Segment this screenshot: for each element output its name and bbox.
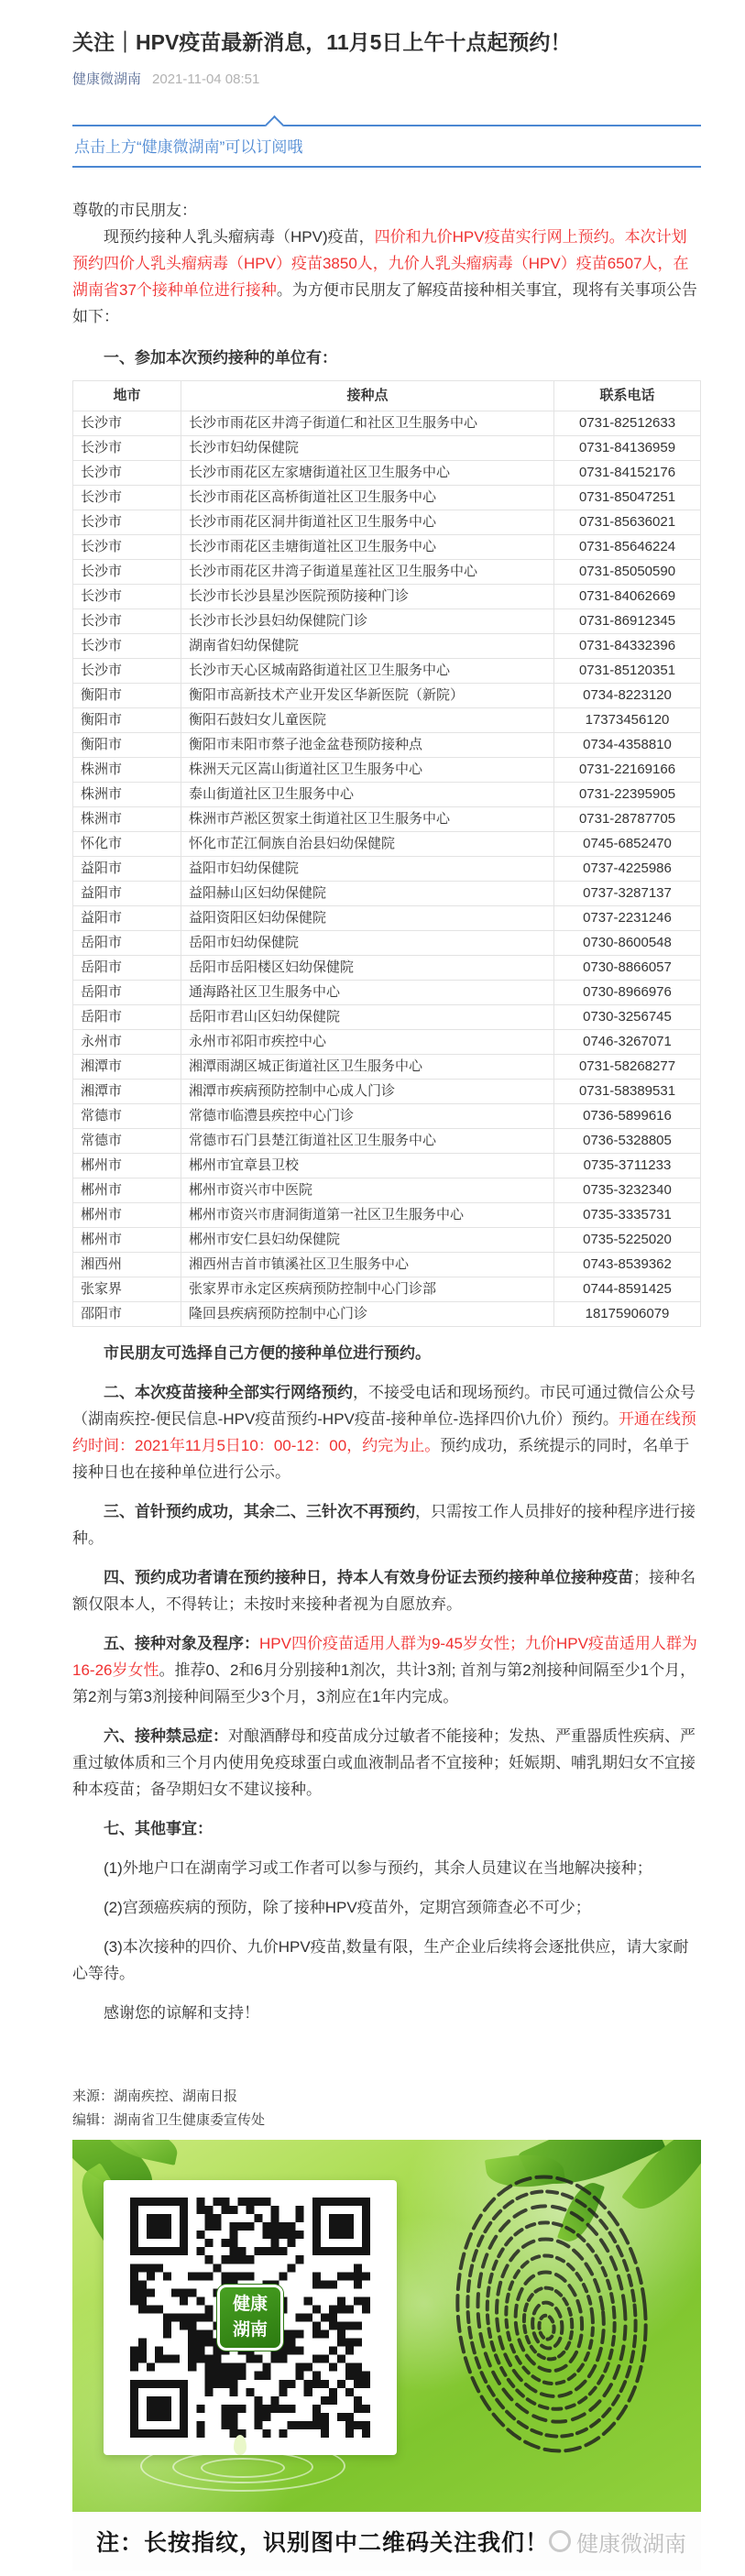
city-cell: 长沙市 (73, 486, 181, 510)
phone-cell: 0734-8223120 (554, 684, 701, 708)
subscribe-hint-text: 点击上方“健康微湖南”可以订阅哦 (74, 138, 303, 156)
site-cell: 岳阳市岳阳楼区妇幼保健院 (181, 956, 554, 981)
site-cell: 株洲市芦淞区贺家土街道社区卫生服务中心 (181, 807, 554, 832)
phone-cell: 0731-84136959 (554, 436, 701, 461)
table-row (73, 882, 701, 906)
site-cell: 益阳资阳区妇幼保健院 (181, 906, 554, 931)
qr-code[interactable] (104, 2180, 397, 2455)
site-cell: 郴州市宜章县卫校 (181, 1154, 554, 1178)
text-segment: 五、接种对象及程序： (104, 1635, 259, 1652)
site-cell: 长沙市天心区城南路街道社区卫生服务中心 (181, 659, 554, 684)
phone-cell: 17373456120 (554, 708, 701, 733)
phone-cell: 0731-82512633 (554, 411, 701, 436)
site-cell: 永州市祁阳市疾控中心 (181, 1030, 554, 1055)
item-3 (72, 1934, 701, 1987)
phone-cell: 0735-3232340 (554, 1178, 701, 1203)
text-segment: HPV四价疫苗适用人群为9-45岁女性；九价HPV疫苗适用人群为16-26岁女性 (72, 1635, 697, 1679)
site-cell: 长沙市长沙县星沙医院预防接种门诊 (181, 585, 554, 609)
section-5 (72, 1630, 701, 1710)
site-cell: 湘西州吉首市镇溪社区卫生服务中心 (181, 1253, 554, 1277)
table-row (73, 1080, 701, 1104)
text-segment: 预约成功，系统提示的同时，名单于接种日也在接种单位进行公示。 (72, 1437, 690, 1481)
image-caption: 注：长按指纹，识别图中二维码关注我们！ (96, 2530, 550, 2556)
phone-cell: 0731-58389531 (554, 1080, 701, 1104)
phone-cell: 0730-8866057 (554, 956, 701, 981)
phone-cell: 0731-85047251 (554, 486, 701, 510)
phone-cell: 0731-84332396 (554, 634, 701, 659)
item-1 (72, 1855, 701, 1881)
phone-cell: 0731-28787705 (554, 807, 701, 832)
city-cell: 张家界 (73, 1277, 181, 1302)
city-cell: 郴州市 (73, 1228, 181, 1253)
site-cell: 湖南省妇幼保健院 (181, 634, 554, 659)
site-cell: 泰山街道社区卫生服务中心 (181, 783, 554, 807)
table-row (73, 510, 701, 535)
account-name-link[interactable]: 健康微湖南 (72, 71, 142, 87)
phone-cell: 0737-3287137 (554, 882, 701, 906)
city-cell: 郴州市 (73, 1203, 181, 1228)
city-cell: 郴州市 (73, 1154, 181, 1178)
phone-cell: 0735-3335731 (554, 1203, 701, 1228)
phone-cell: 0731-85636021 (554, 510, 701, 535)
phone-cell: 0731-84152176 (554, 461, 701, 486)
phone-cell: 0737-4225986 (554, 857, 701, 882)
table-row (73, 857, 701, 882)
section-7-heading (72, 1815, 701, 1842)
city-cell: 株洲市 (73, 807, 181, 832)
site-cell: 衡阳市耒阳市蔡子池金盆巷预防接种点 (181, 733, 554, 758)
table-row (73, 1005, 701, 1030)
text-segment: ，不接受电话和现场预约。市民可通过微信公众号（湖南疾控-便民信息-HPV疫苗预约-HPV疫苗-接种单位-选择四价\九价）预约。 (72, 1384, 696, 1428)
table-row (73, 783, 701, 807)
text-segment: 三、首针预约成功，其余二、三针次不再预约 (104, 1503, 415, 1520)
site-cell: 郴州市安仁县妇幼保健院 (181, 1228, 554, 1253)
article-title: 关注｜HPV疫苗最新消息，11月5日上午十点起预约！ (72, 30, 572, 54)
phone-cell: 0730-3256745 (554, 1005, 701, 1030)
phone-cell: 0745-6852470 (554, 832, 701, 857)
table-row (73, 1203, 701, 1228)
phone-cell: 0731-85646224 (554, 535, 701, 560)
table-row (73, 1104, 701, 1129)
header-site: 接种点 (181, 381, 554, 411)
city-cell: 株洲市 (73, 758, 181, 783)
text-segment: 对酿酒酵母和疫苗成分过敏者不能接种；发热、严重器质性疾病、严重过敏体质和三个月内使用免疫球蛋白或血液制品者不宜接种；妊娠期、哺乳期妇女不宜接种本疫苗；备孕期妇女不建议接种。 (72, 1727, 696, 1798)
table-row (73, 659, 701, 684)
table-row (73, 981, 701, 1005)
table-row (73, 1129, 701, 1154)
table-row (73, 1178, 701, 1203)
text-segment: 感谢您的谅解和支持！ (104, 2004, 259, 2022)
city-cell: 长沙市 (73, 585, 181, 609)
city-cell: 长沙市 (73, 510, 181, 535)
city-cell: 长沙市 (73, 659, 181, 684)
text-segment: 六、接种禁忌症： (104, 1727, 228, 1745)
site-cell: 岳阳市君山区妇幼保健院 (181, 1005, 554, 1030)
phone-cell: 0731-22395905 (554, 783, 701, 807)
city-cell: 长沙市 (73, 461, 181, 486)
table-row (73, 1302, 701, 1327)
phone-cell: 0731-85120351 (554, 659, 701, 684)
site-cell: 长沙市雨花区圭塘街道社区卫生服务中心 (181, 535, 554, 560)
section-3 (72, 1498, 701, 1551)
city-cell: 衡阳市 (73, 708, 181, 733)
city-cell: 衡阳市 (73, 684, 181, 708)
site-cell: 湘潭市疾病预防控制中心成人门诊 (181, 1080, 554, 1104)
table-row (73, 585, 701, 609)
city-cell: 常德市 (73, 1104, 181, 1129)
site-cell: 郴州市资兴市中医院 (181, 1178, 554, 1203)
publish-date: 2021-11-04 08:51 (152, 71, 260, 87)
qr-promo-image (72, 2140, 701, 2571)
section-4 (72, 1564, 701, 1617)
city-cell: 株洲市 (73, 783, 181, 807)
table-row (73, 832, 701, 857)
site-cell: 株洲天元区嵩山街道社区卫生服务中心 (181, 758, 554, 783)
phone-cell: 0731-22169166 (554, 758, 701, 783)
city-cell: 岳阳市 (73, 956, 181, 981)
city-cell: 长沙市 (73, 609, 181, 634)
text-segment: 七、其他事宜： (104, 1820, 213, 1837)
table-row (73, 560, 701, 585)
table-row (73, 708, 701, 733)
table-row (73, 1253, 701, 1277)
table-row (73, 1228, 701, 1253)
header-city: 地市 (73, 381, 181, 411)
credits-block (72, 2085, 701, 2132)
table-row (73, 1154, 701, 1178)
phone-cell: 0736-5328805 (554, 1129, 701, 1154)
site-cell: 衡阳市高新技术产业开发区华新医院（新院） (181, 684, 554, 708)
text-segment: ，只需按工作人员排好的接种程序进行接种。 (72, 1503, 696, 1547)
note-line (72, 1340, 701, 1366)
site-cell: 郴州市资兴市唐洞街道第一社区卫生服务中心 (181, 1203, 554, 1228)
site-cell: 岳阳市妇幼保健院 (181, 931, 554, 956)
site-cell: 益阳赫山区妇幼保健院 (181, 882, 554, 906)
city-cell: 长沙市 (73, 634, 181, 659)
phone-cell: 0731-86912345 (554, 609, 701, 634)
source-line: 来源：湖南疾控、湖南日报 (72, 2088, 238, 2104)
vaccination-sites-table (72, 380, 701, 1327)
city-cell: 长沙市 (73, 535, 181, 560)
phone-cell: 0731-85050590 (554, 560, 701, 585)
qr-center-logo (217, 2285, 283, 2351)
phone-cell: 18175906079 (554, 1302, 701, 1327)
fingerprint-icon[interactable] (439, 2158, 664, 2470)
city-cell: 长沙市 (73, 411, 181, 436)
phone-cell: 0744-8591425 (554, 1277, 701, 1302)
editor-line: 编辑：湖南省卫生健康委宣传处 (72, 2112, 266, 2128)
site-cell: 常德市石门县楚江街道社区卫生服务中心 (181, 1129, 554, 1154)
site-cell: 长沙市雨花区洞井街道社区卫生服务中心 (181, 510, 554, 535)
table-row (73, 1277, 701, 1302)
city-cell: 岳阳市 (73, 931, 181, 956)
table-row (73, 684, 701, 708)
city-cell: 湘西州 (73, 1253, 181, 1277)
text-segment: 开通在线预约时间：2021年11月5日10：00-12：00，约完为止。 (72, 1410, 696, 1454)
text-segment: ；接种名额仅限本人，不得转让；未按时来接种者视为自愿放弃。 (72, 1569, 696, 1613)
watermark-text: 健康微湖南 (576, 2531, 687, 2557)
table-row (73, 807, 701, 832)
phone-cell: 0731-58268277 (554, 1055, 701, 1080)
site-cell: 长沙市雨花区左家塘街道社区卫生服务中心 (181, 461, 554, 486)
site-cell: 益阳市妇幼保健院 (181, 857, 554, 882)
table-row (73, 906, 701, 931)
thanks (72, 2000, 701, 2026)
table-row (73, 956, 701, 981)
phone-cell: 0735-3711233 (554, 1154, 701, 1178)
text-segment: 四、预约成功者请在预约接种日，持本人有效身份证去预约接种单位接种疫苗 (104, 1569, 633, 1586)
watermark-logo-icon (549, 2530, 571, 2552)
text-segment: 市民朋友可选择自己方便的接种单位进行预约。 (104, 1344, 431, 1362)
phone-cell: 0736-5899616 (554, 1104, 701, 1129)
caret-up-icon (265, 115, 284, 135)
site-cell: 长沙市妇幼保健院 (181, 436, 554, 461)
city-cell: 永州市 (73, 1030, 181, 1055)
text-segment: 四价和九价HPV疫苗实行网上预约。本次计划预约四价人乳头瘤病毒（HPV）疫苗3850人，九价人乳头瘤病毒（HPV）疫苗6507人，在湖南省37个接种单位进行接种 (72, 228, 689, 299)
water-ripple-decoration (85, 2422, 378, 2503)
section-2 (72, 1379, 701, 1485)
byline (72, 69, 701, 88)
section-6 (72, 1723, 701, 1803)
table-header-row (73, 381, 701, 411)
city-cell: 邵阳市 (73, 1302, 181, 1327)
city-cell: 益阳市 (73, 882, 181, 906)
site-cell: 怀化市芷江侗族自治县妇幼保健院 (181, 832, 554, 857)
phone-cell: 0730-8966976 (554, 981, 701, 1005)
subscribe-banner (72, 125, 701, 168)
table-row (73, 411, 701, 436)
site-cell: 通海路社区卫生服务中心 (181, 981, 554, 1005)
phone-cell: 0731-84062669 (554, 585, 701, 609)
city-cell: 岳阳市 (73, 1005, 181, 1030)
site-cell: 衡阳石鼓妇女儿童医院 (181, 708, 554, 733)
city-cell: 湘潭市 (73, 1055, 181, 1080)
table-row (73, 609, 701, 634)
city-cell: 岳阳市 (73, 981, 181, 1005)
qr-logo-text: 湖南 (232, 2320, 268, 2340)
text-segment: (3)本次接种的四价、九价HPV疫苗,数量有限，生产企业后续将会逐批供应，请大家耐心等待。 (72, 1938, 689, 1982)
intro-paragraph (72, 224, 701, 330)
site-cell: 长沙市长沙县妇幼保健院门诊 (181, 609, 554, 634)
table-row (73, 1055, 701, 1080)
city-cell: 湘潭市 (73, 1080, 181, 1104)
watermark (549, 2526, 686, 2558)
qr-pattern (130, 2198, 370, 2438)
city-cell: 益阳市 (73, 857, 181, 882)
vaccination-table-body (73, 411, 701, 1327)
table-row (73, 1030, 701, 1055)
item-2 (72, 1894, 701, 1921)
phone-cell: 0743-8539362 (554, 1253, 701, 1277)
text-segment: (2)宫颈癌疾病的预防，除了接种HPV疫苗外，定期宫颈筛查必不可少； (104, 1899, 591, 1916)
phone-cell: 0730-8600548 (554, 931, 701, 956)
text-segment: 。为方便市民朋友了解疫苗接种相关事宜，现将有关事项公告如下： (72, 281, 697, 325)
city-cell: 长沙市 (73, 436, 181, 461)
city-cell: 常德市 (73, 1129, 181, 1154)
table-row (73, 461, 701, 486)
image-caption-bar (72, 2512, 701, 2571)
city-cell: 怀化市 (73, 832, 181, 857)
site-cell: 长沙市雨花区井湾子街道星莲社区卫生服务中心 (181, 560, 554, 585)
site-cell: 张家界市永定区疾病预防控制中心门诊部 (181, 1277, 554, 1302)
table-row (73, 535, 701, 560)
phone-cell: 0746-3267071 (554, 1030, 701, 1055)
table-row (73, 486, 701, 510)
text-segment: 现预约接种人乳头瘤病毒（HPV)疫苗， (104, 228, 375, 246)
phone-cell: 0735-5225020 (554, 1228, 701, 1253)
table-row (73, 436, 701, 461)
site-cell: 常德市临澧县疾控中心门诊 (181, 1104, 554, 1129)
phone-cell: 0737-2231246 (554, 906, 701, 931)
text-segment: (1)外地户口在湖南学习或工作者可以参与预约，其余人员建议在当地解决接种； (104, 1859, 652, 1877)
site-cell: 长沙市雨花区井湾子街道仁和社区卫生服务中心 (181, 411, 554, 436)
site-cell: 隆回县疾病预防控制中心门诊 (181, 1302, 554, 1327)
city-cell: 长沙市 (73, 560, 181, 585)
greeting-line: 尊敬的市民朋友： (72, 202, 197, 219)
city-cell: 郴州市 (73, 1178, 181, 1203)
table-row (73, 758, 701, 783)
table-row (73, 733, 701, 758)
section-1-heading: 一、参加本次预约接种的单位有： (104, 349, 337, 367)
site-cell: 湘潭雨湖区城正街道社区卫生服务中心 (181, 1055, 554, 1080)
phone-cell: 0734-4358810 (554, 733, 701, 758)
announcement-sections (72, 1340, 701, 2026)
site-cell: 长沙市雨花区高桥街道社区卫生服务中心 (181, 486, 554, 510)
text-segment: 。推荐0、2和6月分别接种1剂次，共计3剂; 首剂与第2剂接种间隔至少1个月，第2剂与第3剂接种间隔至少3个月，3剂应在1年内完成。 (72, 1661, 696, 1705)
table-row (73, 634, 701, 659)
city-cell: 益阳市 (73, 906, 181, 931)
header-phone: 联系电话 (554, 381, 701, 411)
city-cell: 衡阳市 (73, 733, 181, 758)
text-segment: 二、本次疫苗接种全部实行网络预约 (104, 1384, 353, 1401)
qr-logo-text: 健康 (232, 2295, 268, 2315)
table-row (73, 931, 701, 956)
